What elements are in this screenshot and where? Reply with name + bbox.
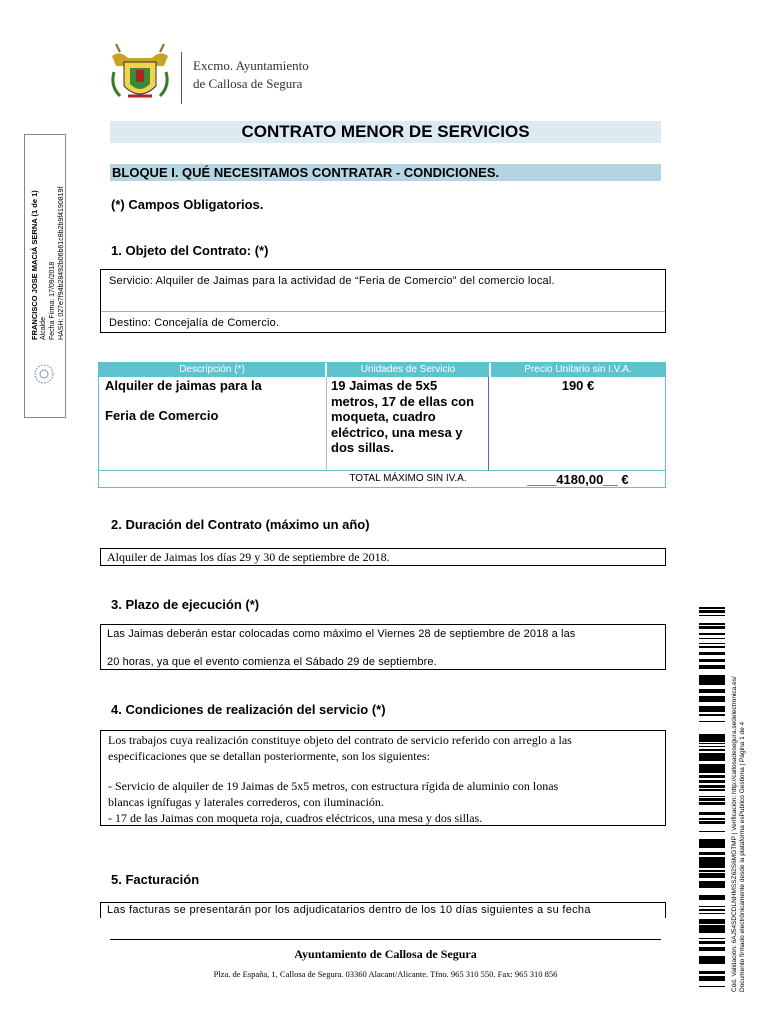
- deadline-text-line1: Las Jaimas deberán estar colocadas como máximo el Viernes 28 de septiembre de 2018 a las: [107, 628, 576, 640]
- table-header-description: Descripción (*): [99, 363, 325, 377]
- signature-date: Fecha Firma: 17/09/2018: [49, 261, 56, 340]
- document-title: CONTRATO MENOR DE SERVICIOS: [110, 121, 661, 143]
- validation-barcode: [699, 607, 725, 987]
- section-4-heading: 4. Condiciones de realización del servicio (*): [111, 702, 386, 717]
- duration-box: [100, 548, 666, 566]
- table-header-units: Unidades de Servicio: [327, 363, 489, 377]
- municipal-crest-logo: [108, 42, 172, 106]
- duration-text: Alquiler de Jaimas los días 29 y 30 de septiembre de 2018.: [107, 550, 390, 564]
- conditions-line: - Servicio de alquiler de 19 Jaimas de 5x5 metros, con estructura rígida de aluminio con lonas: [108, 779, 559, 793]
- footer-institution-name: Ayuntamiento de Callosa de Segura: [294, 947, 477, 961]
- header-institution-line1: Excmo. Ayuntamiento: [193, 58, 309, 73]
- footer-address: Plza. de España, 1, Callosa de Segura. 03360 Alacant/Alicante. Tfno. 965 310 550. Fax: 965 310 856: [213, 969, 558, 979]
- conditions-line: Los trabajos cuya realización constituye objeto del contrato de servicio referido con arreglo a las: [108, 733, 572, 747]
- conditions-line: especificaciones que se detallan posteriormente, son los siguientes:: [108, 749, 430, 763]
- validation-platform-line: Documento firmado electrónicamente desde la plataforma esPublico Gestiona | Página 1 de 4: [739, 721, 746, 992]
- table-header-price: Precio Unitario sin I.V.A.: [491, 363, 665, 377]
- signer-role: Alcalde: [40, 317, 47, 340]
- conditions-line: - 17 de las Jaimas con moqueta roja, cuadros eléctricos, una mesa y dos sillas.: [108, 811, 483, 825]
- object-box-separator: [101, 311, 665, 312]
- service-conditions-box: [100, 730, 666, 826]
- signature-seal-icon: [32, 362, 56, 386]
- validation-info: [731, 676, 747, 992]
- service-price-table: [98, 362, 666, 488]
- section-3-heading: 3. Plazo de ejecución (*): [111, 597, 260, 612]
- destination-text: Destino: Concejalía de Comercio.: [109, 317, 280, 329]
- table-column-divider-units: [488, 377, 489, 471]
- table-cell-units: 19 Jaimas de 5x5 metros, 17 de ellas con moqueta, cuadro eléctrico, una mesa y dos sillas.: [331, 378, 475, 455]
- section-2-heading: 2. Duración del Contrato (máximo un año): [111, 517, 370, 532]
- service-text: Servicio: Alquiler de Jaimas para la actividad de “Feria de Comercio” del comercio local.: [109, 275, 555, 287]
- table-column-divider: [326, 377, 327, 471]
- block-heading: BLOQUE I. QUÉ NECESITAMOS CONTRATAR - CONDICIONES.: [110, 164, 661, 181]
- deadline-text-line2: 20 horas, ya que el evento comienza el Sábado 29 de septiembre.: [107, 656, 437, 668]
- table-total-label: TOTAL MÁXIMO SIN IV.A.: [349, 473, 467, 484]
- table-cell-description-line2: Feria de Comercio: [105, 408, 219, 423]
- invoicing-text: Las facturas se presentarán por los adjudicatarios dentro de los 10 días siguientes a su fecha: [107, 904, 591, 916]
- contract-object-box: [100, 269, 666, 333]
- section-5-heading: 5. Facturación: [111, 872, 200, 887]
- table-cell-price: 190 €: [561, 378, 595, 393]
- signature-stamp-text: [30, 140, 66, 340]
- validation-code-line: Cód. Validación: 6AJ54SDCDLNHMSSZ62S6MGTMP | Verificación: http://callosadesegura.sedelectronica.es/: [731, 676, 738, 992]
- header-divider: [181, 52, 182, 104]
- section-1-heading: 1. Objeto del Contrato: (*): [111, 243, 269, 258]
- header-institution-line2: de Callosa de Segura: [193, 76, 303, 91]
- signer-name: FRANCISCO JOSE MACIÁ SERNA (1 de 1): [30, 190, 39, 340]
- footer-rule: [110, 939, 661, 940]
- execution-deadline-box: [100, 624, 666, 670]
- table-cell-description-line1: Alquiler de jaimas para la: [105, 378, 262, 393]
- conditions-line: blancas ignífugas y laterales correderos, con iluminación.: [108, 795, 384, 809]
- table-total-value: ____4180,00__ €: [527, 472, 629, 487]
- signature-hash: HASH: 027e7f94b28492b06b61c8b2b9f4190819f: [58, 186, 65, 340]
- required-fields-note: (*) Campos Obligatorios.: [111, 197, 264, 212]
- invoicing-box: [100, 902, 666, 918]
